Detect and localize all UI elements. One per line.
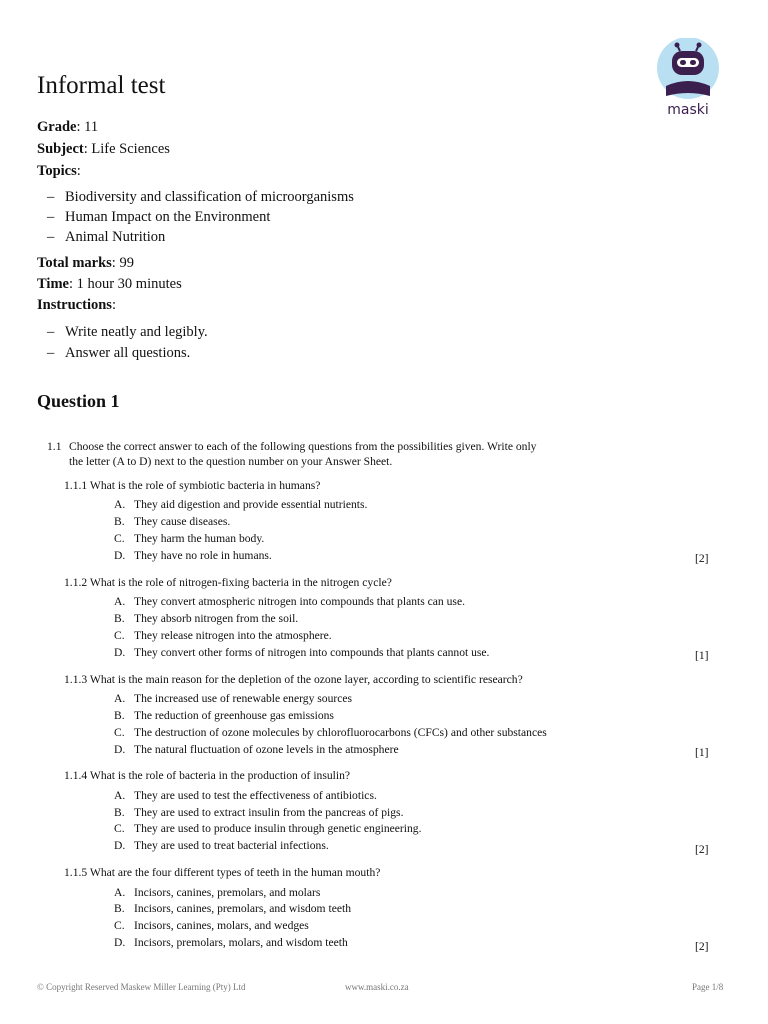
topic-item: – Human Impact on the Environment [47, 209, 271, 225]
mark-allocation: [2] [695, 843, 709, 856]
answer-option: B. They cause diseases. [114, 515, 231, 528]
answer-option: A. Incisors, canines, premolars, and molars [114, 886, 321, 899]
answer-option: D. Incisors, premolars, molars, and wisdom teeth [114, 936, 348, 949]
question-item-stem: 1.1.3 What is the main reason for the depletion of the ozone layer, according to scientific research? [64, 673, 523, 686]
answer-option: B. They are used to extract insulin from the pancreas of pigs. [114, 806, 404, 819]
answer-option: C. The destruction of ozone molecules by chlorofluorocarbons (CFCs) and other substances [114, 726, 547, 739]
maski-logo-icon [656, 38, 720, 118]
answer-option: B. They absorb nitrogen from the soil. [114, 612, 299, 625]
answer-option: A. They convert atmospheric nitrogen into compounds that plants can use. [114, 595, 465, 608]
page-title: Informal test [37, 72, 166, 99]
answer-option: B. Incisors, canines, premolars, and wisdom teeth [114, 902, 352, 915]
answer-option: C. They harm the human body. [114, 532, 265, 545]
mark-allocation: [2] [695, 940, 709, 953]
topics-label: Topics: [37, 163, 81, 179]
question-item-stem: 1.1.1 What is the role of symbiotic bacteria in humans? [64, 479, 321, 492]
answer-option: A. They aid digestion and provide essential nutrients. [114, 498, 368, 511]
answer-option: C. Incisors, canines, molars, and wedges [114, 919, 309, 932]
answer-option: D. They have no role in humans. [114, 549, 272, 562]
total-marks-line: Total marks: 99 [37, 255, 134, 271]
grade-line: Grade: 11 [37, 119, 99, 135]
answer-option: D. They are used to treat bacterial infections. [114, 839, 329, 852]
footer-copyright: © Copyright Reserved Maskew Miller Learning (Pty) Ltd [37, 982, 246, 992]
logo-text: maski [667, 102, 709, 118]
mark-allocation: [1] [695, 649, 709, 662]
answer-option: A. The increased use of renewable energy sources [114, 692, 353, 705]
footer-page-number: Page 1/8 [692, 982, 724, 992]
footer-website-link[interactable]: www.maski.co.za [345, 982, 409, 992]
intro-line-2: the letter (A to D) next to the question number on your Answer Sheet. [69, 455, 393, 468]
question-heading: Question 1 [37, 391, 120, 411]
mark-allocation: [2] [695, 552, 709, 565]
instruction-item: – Answer all questions. [47, 345, 191, 361]
answer-option: D. They convert other forms of nitrogen into compounds that plants cannot use. [114, 646, 490, 659]
time-line: Time: 1 hour 30 minutes [37, 276, 182, 292]
question-item-stem: 1.1.4 What is the role of bacteria in the production of insulin? [64, 769, 351, 782]
instructions-label: Instructions: [37, 297, 116, 313]
intro-line-1: Choose the correct answer to each of the following questions from the possibilities given. Write only [69, 440, 537, 453]
instruction-item: – Write neatly and legibly. [47, 324, 208, 340]
subject-line: Subject: Life Sciences [37, 141, 170, 157]
answer-option: C. They release nitrogen into the atmosphere. [114, 629, 332, 642]
answer-option: D. The natural fluctuation of ozone levels in the atmosphere [114, 743, 399, 756]
answer-option: C. They are used to produce insulin through genetic engineering. [114, 822, 422, 835]
question-item-stem: 1.1.5 What are the four different types of teeth in the human mouth? [64, 866, 381, 879]
answer-option: A. They are used to test the effectiveness of antibiotics. [114, 789, 377, 802]
topic-item: – Biodiversity and classification of microorganisms [47, 189, 354, 205]
answer-option: B. The reduction of greenhouse gas emissions [114, 709, 334, 722]
topic-item: – Animal Nutrition [47, 229, 166, 245]
mark-allocation: [1] [695, 746, 709, 759]
intro-number: 1.1 [47, 440, 62, 453]
question-item-stem: 1.1.2 What is the role of nitrogen-fixing bacteria in the nitrogen cycle? [64, 576, 392, 589]
